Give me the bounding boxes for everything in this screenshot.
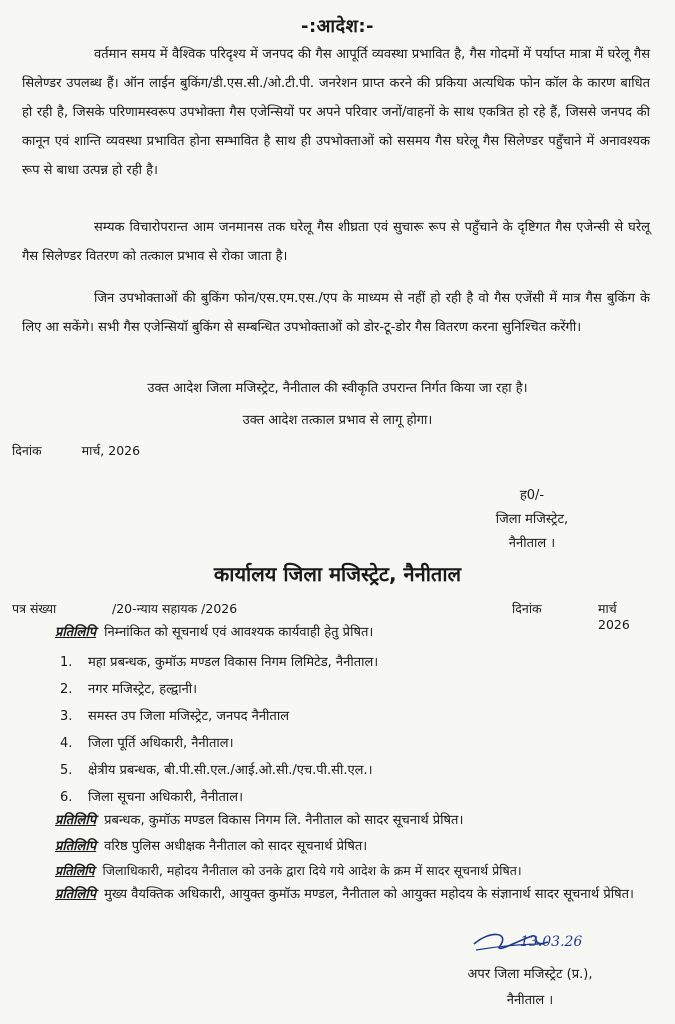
paragraph-5: उक्त आदेश तत्काल प्रभाव से लागू होगा। [242,413,433,428]
list-item [60,703,378,730]
list-item [60,784,378,811]
recipient-text: महा प्रबन्धक, कुमॉऊ मण्डल विकास निगम लिमिटेड, नैनीताल। [88,655,379,670]
list-number: 6. [60,790,73,805]
signatory-title: अपर जिला मजिस्ट्रेट (प्र.), [467,967,593,982]
copy-line-3 [55,836,367,854]
list-item [60,730,378,757]
reference-label: पत्र संख्या [12,601,57,616]
list-item [60,649,378,676]
copy-text: मुख्य वैयक्तिक अधिकारी, आयुक्त कुमॉऊ मण्डल, नैनीताल को आयुक्त महोदय के संज्ञानार्थ सादर सूचनार्थ प्रेषित। [104,887,634,902]
order-title: -:आदेश:- [300,16,375,37]
paragraph-1: वर्तमान समय में वैश्विक परिदृश्य में जनपद की गैस आपूर्ति व्यवस्था प्रभावित है, गैस गोदमों में पर्याप्त मात्रा में घरेलू गैस सिलेण्डर उपलब्ध हैं। ऑन लाईन बुकिंग/डी.एस.सी./ओ.टी.पी. जनरेशन प्राप्त करने की प्रकिया अत्यधिक फोन कॉल के कारण बाधित हो रही है, जिसके परिणामस्वरूप उपभोक्ता गैस एजेन्सियों पर अपने परिवार जनों/वाहनों के साथ एकत्रित हो रहे हैं, जिससे जनपद की कानून एवं शान्ति व्यवस्था प्रभावित होना सम्भावित है साथ ही उपभोक्ताओं को ससमय गैस घरेलू गैस सिलेण्डर पहुँचाने में अनावश्यक रूप से बाधा उत्पन्न हो रही है। [22,47,650,178]
list-item [60,757,378,784]
recipient-list [60,649,378,811]
signed-mark: ह0/- [519,488,545,503]
dm-signature-block [472,484,592,556]
list-number: 3. [60,709,73,724]
signatory-place: नैनीताल । [506,993,554,1008]
signature-date: 13.03.26 [520,934,583,950]
signatory-place: नैनीताल । [508,536,556,551]
copy-line-2 [55,810,463,828]
copy-line-5 [55,882,650,908]
order-date-value: मार्च, 2026 [81,443,141,458]
paragraph-3: जिन उपभोक्ताओं की बुकिंग फोन/एस.एम.एस./एप के माध्यम से नहीं हो रही है वो गैस एजेंसी में मात्र गैस बुकिंग के लिए आ सकेंगे। सभी गैस एजेन्सियॉ बुकिंग से सम्बन्धित उपभोक्ताओं को डोर-टू-डोर गैस वितरण करना सुनिश्चित करेंगी। [22,291,650,335]
reference-number: /20-न्याय सहायक /2026 [112,601,238,616]
copy-label: प्रतिलिपि [55,839,97,854]
copy-label: प्रतिलिपि [55,813,97,828]
copy-text: जिलाधिकारी, महोदय नैनीताल को उनके द्वारा दिये गये आदेश के क्रम में सादर सूचनार्थ प्रेषित। [102,863,522,878]
recipient-text: समस्त उप जिला मजिस्ट्रेट, जनपद नैनीताल [88,709,290,724]
adm-signature-block [450,962,610,1014]
recipient-text: नगर मजिस्ट्रेट, हल्द्वानी। [88,682,198,697]
office-heading: कार्यालय जिला मजिस्ट्रेट, नैनीताल [213,562,462,586]
copy-label: प्रतिलिपि [55,625,97,640]
copy-text: प्रबन्धक, कुमॉऊ मण्डल विकास निगम लि. नैनीताल को सादर सूचनार्थ प्रेषित। [104,813,464,828]
handwritten-signature [470,922,590,966]
copy-label: प्रतिलिपि [55,863,95,878]
order-date [12,442,140,459]
copy-label: प्रतिलिपि [55,887,97,902]
list-number: 5. [60,763,73,778]
recipient-text: जिला सूचना अधिकारी, नैनीताल। [88,790,243,805]
list-number: 2. [60,682,73,697]
paragraph-4: उक्त आदेश जिला मजिस्ट्रेट, नैनीताल की स्वीकृति उपरान्त निर्गत किया जा रहा है। [147,381,528,396]
copy-intro [55,622,373,640]
reference-date-value: मार्च 2026 [598,601,630,632]
copy-line-4 [55,862,522,879]
recipient-text: जिला पूर्ति अधिकारी, नैनीताल। [88,736,234,751]
recipient-text: क्षेत्रीय प्रबन्धक, बी.पी.सी.एल./आई.ओ.सी./एच.पी.सी.एल.। [88,763,373,778]
paragraph-2: सम्यक विचारोपरान्त आम जनमानस तक घरेलू गैस शीघ्रता एवं सुचारू रूप से पहुँचाने के दृष्टिगत गैस एजेन्सी से घरेलू गैस सिलेण्डर वितरण को तत्काल प्रभाव से रोका जाता है। [22,220,650,264]
copy-intro-text: निम्नांकित को सूचनार्थ एवं आवश्यक कार्यवाही हेतु प्रेषित। [104,625,374,640]
list-number: 1. [60,655,73,670]
copy-text: वरिष्ठ पुलिस अधीक्षक नैनीताल को सादर सूचनार्थ प्रेषित। [104,839,368,854]
list-number: 4. [60,736,73,751]
reference-date-label: दिनांक [512,601,542,616]
list-item [60,676,378,703]
signatory-title: जिला मजिस्ट्रेट, [495,512,569,527]
order-date-label: दिनांक [12,443,42,458]
